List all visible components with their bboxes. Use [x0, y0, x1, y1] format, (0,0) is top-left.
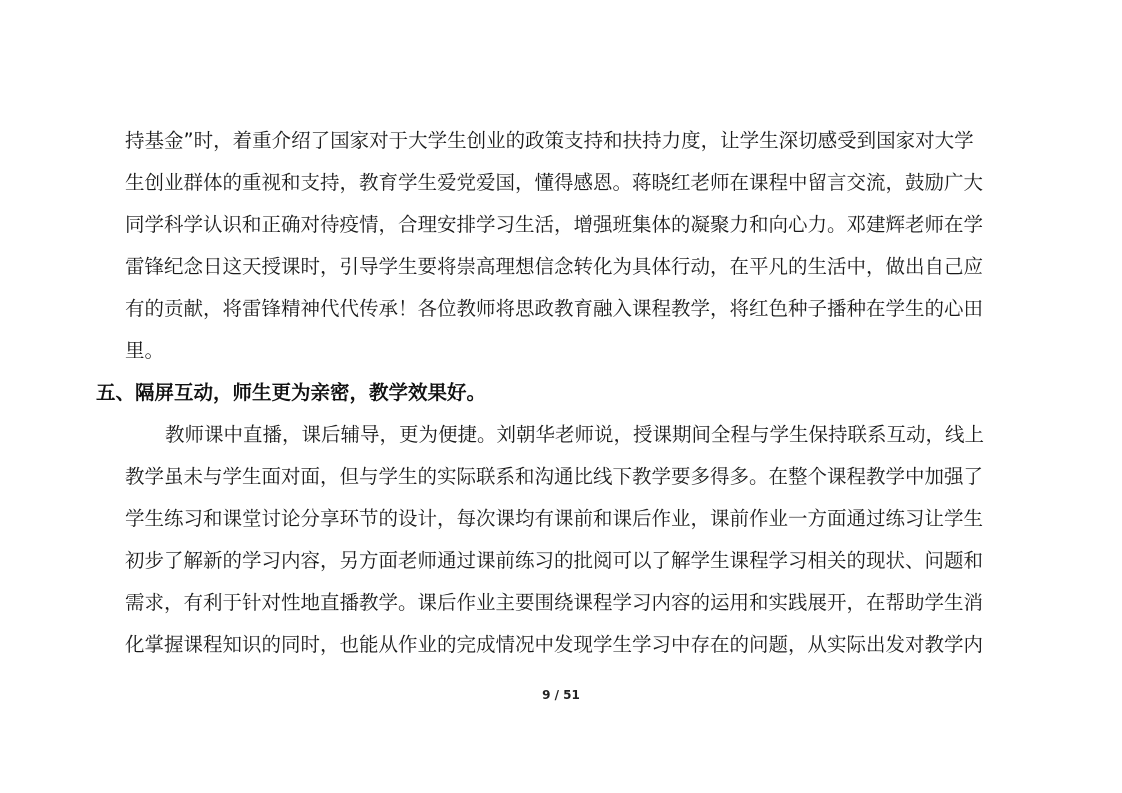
paragraph-line: 化掌握课程知识的同时，也能从作业的完成情况中发现学生学习中存在的问题，从实际出发对教学内 — [125, 633, 984, 656]
paragraph-line: 生创业群体的重视和支持，教育学生爱党爱国，懂得感恩。蒋晓红老师在课程中留言交流，鼓励广大 — [125, 171, 984, 194]
paragraph-line: 教学虽未与学生面对面，但与学生的实际联系和沟通比线下教学要多得多。在整个课程教学中加强了 — [125, 465, 984, 488]
paragraph-line: 需求，有利于针对性地直播教学。课后作业主要围绕课程学习内容的运用和实践展开，在帮助学生消 — [125, 591, 984, 614]
paragraph-line: 持基金”时，着重介绍了国家对于大学生创业的政策支持和扶持力度，让学生深切感受到国家对大学 — [125, 129, 974, 152]
paragraph-line: 有的贡献，将雷锋精神代代传承！各位教师将思政教育融入课程教学，将红色种子播种在学生的心田 — [125, 297, 984, 320]
paragraph-line: 雷锋纪念日这天授课时，引导学生要将崇高理想信念转化为具体行动，在平凡的生活中，做出自己应 — [125, 255, 984, 278]
paragraph-line: 初步了解新的学习内容，另方面老师通过课前练习的批阅可以了解学生课程学习相关的现状、问题和 — [125, 549, 984, 572]
section-heading: 五、隔屏互动，师生更为亲密，教学效果好。 — [96, 381, 487, 404]
paragraph-line: 里。 — [125, 339, 165, 362]
paragraph-line: 同学科学认识和正确对待疫情，合理安排学习生活，增强班集体的凝聚力和向心力。邓建辉老师在学 — [125, 213, 984, 236]
paragraph-line: 教师课中直播，课后辅导，更为便捷。刘朝华老师说，授课期间全程与学生保持联系互动，线上 — [165, 423, 985, 446]
paragraph-line: 学生练习和课堂讨论分享环节的设计，每次课均有课前和课后作业，课前作业一方面通过练习让学生 — [125, 507, 984, 530]
page-number: 9 / 51 — [542, 688, 580, 702]
